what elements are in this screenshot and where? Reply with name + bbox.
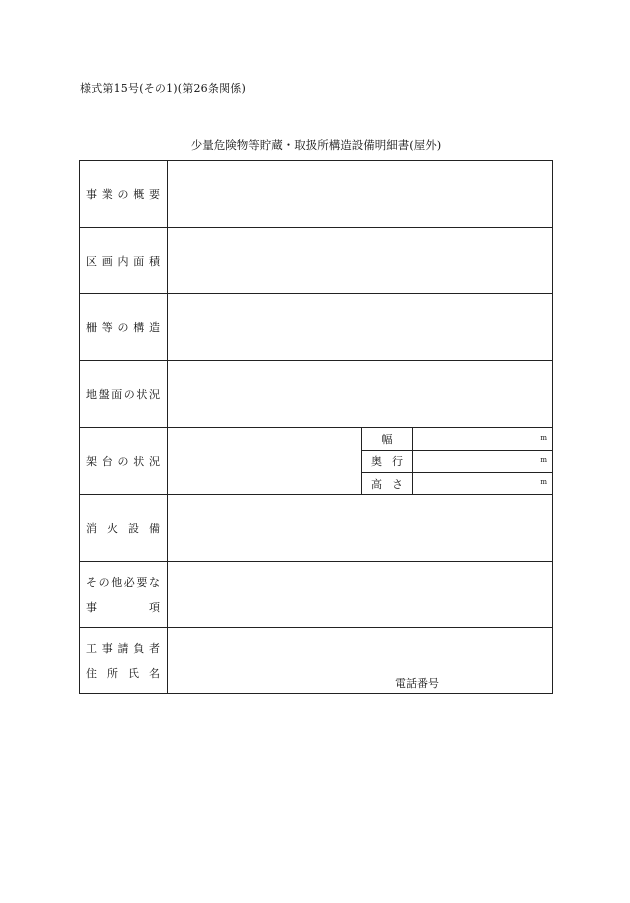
label-contractor: 工 事 請 負 者 住 所 氏 名	[80, 628, 168, 693]
details-table	[79, 160, 553, 694]
label-area: 区 画 内 面 積	[80, 228, 168, 293]
stand-width-unit: m	[540, 434, 547, 442]
phone-number-label: 電話番号	[395, 677, 439, 690]
row-area	[80, 228, 552, 294]
stand-width-row	[361, 428, 552, 450]
stand-width-label: 幅	[361, 428, 413, 450]
row-other-matters	[80, 562, 552, 628]
label-stand-condition: 架 台 の 状 況	[80, 428, 168, 494]
row-business-overview	[80, 161, 552, 228]
label-fence-structure: 柵 等 の 構 造	[80, 294, 168, 360]
row-ground-condition	[80, 361, 552, 428]
stand-height-row	[361, 472, 552, 495]
stand-depth-label: 奥 行	[361, 450, 413, 472]
stand-depth-row	[361, 450, 552, 472]
stand-height-unit: m	[540, 478, 547, 486]
row-fence-structure	[80, 294, 552, 361]
stand-height-label: 高 さ	[361, 472, 413, 495]
form-number: 様式第15号(その1)(第26条関係)	[80, 82, 246, 95]
document-title: 少量危険物等貯蔵・取扱所構造設備明細書(屋外)	[190, 138, 442, 152]
label-business-overview: 事 業 の 概 要	[80, 161, 168, 227]
label-fire-equipment: 消 火 設 備	[80, 495, 168, 561]
label-ground-condition: 地 盤 面 の 状 況	[80, 361, 168, 427]
stand-depth-unit: m	[540, 456, 547, 464]
row-contractor	[80, 628, 552, 693]
row-stand-condition	[80, 428, 552, 495]
row-fire-equipment	[80, 495, 552, 562]
label-other-matters: そ の 他 必 要 な 事 項	[80, 562, 168, 627]
